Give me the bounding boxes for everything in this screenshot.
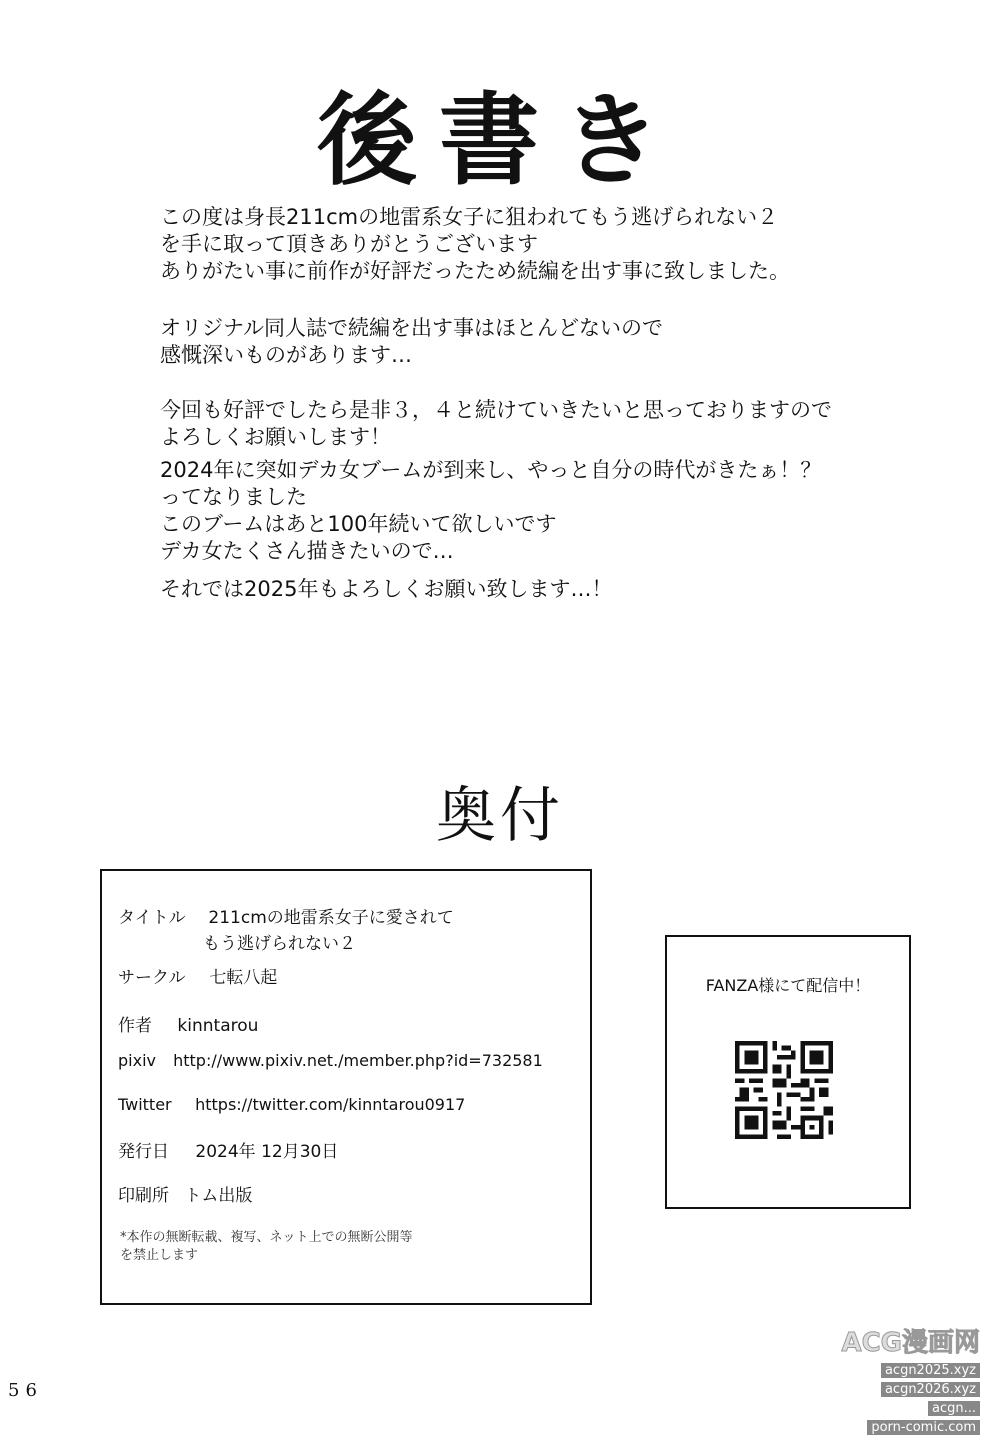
text-line: この度は身長211cmの地雷系女子に狙われてもう逃げられない２ [160, 205, 779, 229]
text-line: このブームはあと100年続いて欲しいです [160, 512, 557, 536]
printer-label: 印刷所 [118, 1186, 169, 1206]
watermark-line: acgn2025.xyz [881, 1363, 980, 1378]
date-value: 2024年 12月30日 [195, 1142, 339, 1162]
text-line: 2024年に突如デカ女ブームが到来し、やっと自分の時代がきたぁ！？ [160, 458, 822, 482]
text-line: を手に取って頂きありがとうございます [160, 232, 538, 256]
circle-label: サークル [118, 968, 186, 988]
note-line: を禁止します [120, 1248, 199, 1263]
text-line: 感慨深いものがあります… [160, 343, 412, 367]
afterword-paragraph-5 [160, 576, 920, 603]
page-number: 56 [8, 1380, 43, 1401]
text-line: それでは2025年もよろしくお願い致します…！ [160, 577, 613, 601]
copyright-note [120, 1229, 413, 1265]
text-line: 今回も好評でしたら是非３，４と続けていきたいと思っておりますので [160, 398, 832, 422]
watermark-line: acgn... [928, 1401, 980, 1416]
afterword-paragraph-2 [160, 315, 920, 369]
colophon-box [100, 869, 592, 1305]
author-label: 作者 [118, 1016, 152, 1036]
printer-row [118, 1181, 252, 1206]
twitter-row [118, 1095, 465, 1114]
date-label: 発行日 [118, 1142, 169, 1162]
pixiv-label: pixiv [118, 1051, 156, 1070]
afterword-title: 後書き [317, 82, 683, 199]
title-value-line2: もう逃げられない２ [203, 934, 356, 954]
text-line: よろしくお願いします！ [160, 425, 391, 449]
text-line: ありがたい事に前作が好評だったため続編を出す事に致しました。 [160, 259, 790, 283]
title-label: タイトル [118, 908, 186, 928]
text-line: ってなりました [160, 485, 307, 509]
circle-row [118, 963, 277, 988]
afterword-paragraph-4 [160, 457, 920, 565]
distribution-text: FANZA様にて配信中！ [705, 976, 871, 995]
distribution-box [665, 935, 911, 1209]
afterword-paragraph-1 [160, 204, 920, 285]
afterword-paragraph-3 [160, 397, 920, 451]
twitter-label: Twitter [118, 1095, 172, 1114]
watermark-line: porn-comic.com [867, 1420, 980, 1435]
pixiv-row [118, 1051, 543, 1070]
text-line: デカ女たくさん描きたいので… [160, 539, 454, 563]
note-line: *本作の無断転載、複写、ネット上での無断公開等 [120, 1230, 413, 1245]
printer-value: トム出版 [184, 1186, 253, 1206]
watermark-brand: ACG漫画网 [841, 1328, 980, 1358]
watermark [841, 1322, 980, 1435]
author-value: kinntarou [177, 1016, 259, 1036]
qr-code-icon[interactable] [735, 1041, 833, 1139]
date-row [118, 1137, 338, 1162]
twitter-link[interactable]: https://twitter.com/kinntarou0917 [195, 1095, 466, 1114]
author-row [118, 1011, 258, 1036]
pixiv-link[interactable]: http://www.pixiv.net./member.php?id=732581 [173, 1051, 543, 1070]
title-value: 211cmの地雷系女子に愛されて [208, 908, 454, 928]
title-row [118, 903, 454, 928]
watermark-line: acgn2026.xyz [881, 1382, 980, 1397]
text-line: オリジナル同人誌で続編を出す事はほとんどないので [160, 316, 663, 340]
colophon-title: 奥付 [436, 781, 564, 851]
circle-value: 七転八起 [209, 968, 278, 988]
